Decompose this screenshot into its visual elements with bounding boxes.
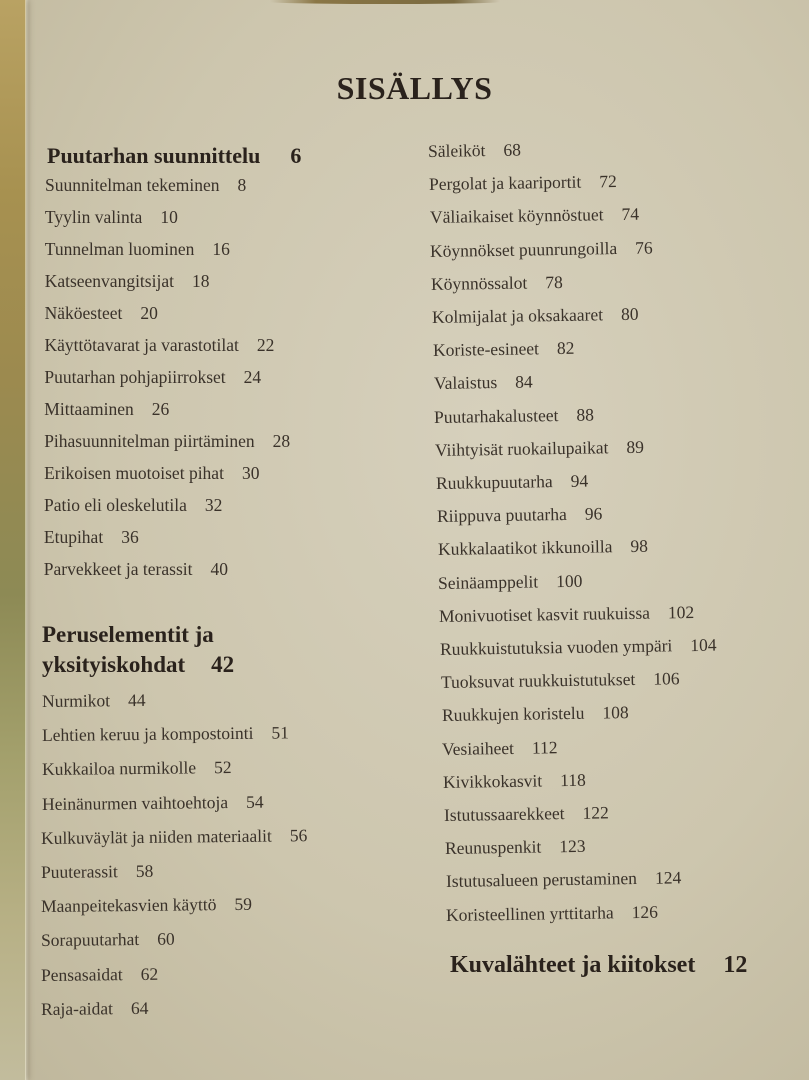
- toc-entry-label: Istutusalueen perustaminen: [445, 868, 637, 892]
- toc-entry-label: Puutarhan pohjapiirrokset: [44, 367, 226, 387]
- toc-entry-label: Viihtyisät ruokailupaikat: [435, 437, 609, 460]
- toc-entry-label: Parvekkeet ja terassit: [43, 559, 193, 579]
- toc-entry-page: 68: [503, 139, 522, 160]
- toc-entry: [45, 334, 275, 356]
- toc-entry: [45, 174, 246, 196]
- toc-entry: [41, 860, 154, 883]
- toc-entry-page: 124: [654, 867, 681, 889]
- toc-entry: [433, 337, 575, 361]
- toc-entry-page: 123: [558, 835, 586, 857]
- toc-entry-label: Riippuva puutarha: [436, 504, 567, 527]
- toc-entry-label: Raja-aidat: [40, 998, 113, 1019]
- toc-entry: [434, 403, 594, 428]
- toc-entry: [444, 801, 609, 826]
- toc-entry-label: Seinäamppelit: [438, 571, 539, 593]
- toc-entry-label: Ruukkuistutuksia vuoden ympäri: [439, 635, 673, 659]
- toc-entry-page: 112: [532, 736, 559, 758]
- toc-entry: [442, 736, 558, 760]
- toc-entry: [44, 462, 259, 484]
- toc-entry-page: 78: [545, 271, 564, 293]
- toc-entry-label: Etupihat: [43, 527, 104, 547]
- toc-entry: [41, 997, 149, 1020]
- toc-entry-page: 52: [213, 757, 232, 778]
- toc-entry-label: Ruukkupuutarha: [435, 471, 553, 493]
- toc-entry: [431, 271, 563, 295]
- toc-entry-label: Tunnelman luominen: [44, 239, 195, 259]
- toc-entry-page: 22: [256, 335, 275, 355]
- toc-entry-label: Pergolat ja kaariportit: [428, 171, 582, 195]
- toc-entry-label: Ruukkujen koristelu: [441, 703, 585, 726]
- toc-entry: [433, 371, 532, 395]
- toc-entry-label: Köynnökset puunrungoilla: [430, 237, 618, 261]
- toc-entry-page: 36: [121, 527, 139, 547]
- toc-entry-page: 18: [191, 271, 210, 291]
- toc-entry: [446, 900, 658, 925]
- toc-entry-label: Kolmijalat ja oksakaaret: [431, 304, 604, 327]
- toc-entry-page: 28: [272, 431, 291, 451]
- toc-entry-page: 108: [601, 702, 629, 723]
- toc-entry-page: 104: [690, 634, 717, 656]
- toc-entry-label: Puuterassit: [41, 861, 119, 882]
- toc-entry: [441, 667, 680, 693]
- toc-entry: [45, 270, 210, 292]
- toc-entry: [44, 430, 290, 452]
- toc-entry-page: 94: [570, 470, 589, 491]
- toc-entry-label: Mittaaminen: [44, 399, 134, 419]
- toc-entry-label: Erikoisen muotoiset pihat: [44, 463, 224, 483]
- toc-entry: [430, 236, 653, 261]
- toc-entry: [45, 302, 158, 324]
- toc-entry-label: Heinänurmen vaihtoehtoja: [41, 791, 228, 814]
- toc-entry-page: 24: [243, 367, 262, 387]
- toc-entry-label: Tuoksuvat ruukkuistutukset: [440, 669, 636, 693]
- toc-entry-label: Näköesteet: [44, 303, 123, 323]
- toc-entry-label: Puutarhakalusteet: [434, 404, 559, 427]
- toc-entry-page: 54: [245, 791, 264, 812]
- toc-entry: [41, 893, 252, 917]
- toc-entry: [428, 139, 521, 162]
- toc-entry: [41, 962, 158, 985]
- toc-entry-page: 56: [290, 825, 308, 846]
- toc-entry-page: 30: [241, 463, 260, 483]
- section-heading-kuvalahteet: [450, 952, 747, 979]
- toc-entry: [440, 634, 717, 660]
- toc-entry-label: Säleiköt: [427, 140, 486, 161]
- toc-entry-label: Sorapuutarhat: [40, 929, 140, 951]
- toc-entry-label: Kivikkokasvit: [443, 770, 543, 792]
- section-heading-page: 12: [723, 952, 748, 978]
- toc-entry-page: 84: [514, 371, 533, 393]
- toc-entry-label: Koristeellinen yrttitarha: [446, 901, 615, 925]
- toc-entry-label: Tyylin valinta: [44, 207, 143, 227]
- facing-page-photo-edge: [0, 0, 26, 1080]
- toc-entry-label: Köynnössalot: [431, 272, 528, 294]
- toc-entry-label: Koriste-esineet: [432, 338, 539, 361]
- toc-entry-page: 72: [598, 171, 617, 192]
- toc-entry: [445, 867, 681, 893]
- toc-entry: [44, 366, 261, 388]
- toc-entry-page: 64: [130, 997, 149, 1018]
- toc-entry-page: 89: [626, 436, 645, 457]
- toc-entry-label: Monivuotiset kasvit ruukuissa: [439, 602, 651, 626]
- toc-entry-page: 26: [151, 399, 170, 419]
- toc-entry: [41, 824, 308, 849]
- toc-entry: [429, 170, 617, 195]
- toc-entry: [44, 526, 139, 548]
- toc-entry-label: Patio eli oleskelutila: [44, 495, 187, 515]
- toc-entry: [42, 756, 232, 780]
- toc-entry-page: 100: [556, 570, 583, 591]
- toc-entry: [42, 722, 289, 747]
- toc-entry-page: 16: [212, 239, 230, 259]
- toc-entry: [44, 558, 228, 580]
- toc-entry: [41, 790, 263, 814]
- page-title: SISÄLLYS: [336, 70, 493, 106]
- toc-entry-label: Suunnitelman tekeminen: [45, 175, 220, 195]
- toc-entry-label: Käyttötavarat ja varastotilat: [44, 335, 239, 355]
- toc-entry-label: Katseenvangitsijat: [44, 271, 174, 291]
- toc-entry-page: 8: [237, 175, 247, 195]
- toc-entry-label: Pensasaidat: [40, 963, 123, 985]
- toc-entry-label: Nurmikot: [41, 690, 111, 711]
- toc-entry-page: 59: [234, 893, 253, 915]
- section-heading-label: Puutarhan suunnittelu: [47, 143, 261, 168]
- section-heading-page: 42: [211, 652, 235, 677]
- toc-entry-page: 10: [160, 207, 178, 227]
- top-photo-edge: [270, 0, 500, 4]
- toc-entry: [445, 835, 586, 859]
- toc-entry-page: 96: [584, 503, 603, 524]
- toc-entry-page: 118: [560, 769, 587, 790]
- toc-entry: [45, 238, 230, 260]
- toc-entry-page: 51: [271, 722, 289, 743]
- toc-entry: [437, 503, 603, 528]
- toc-entry-label: Väliaikaiset köynnöstuet: [429, 204, 604, 228]
- toc-entry-page: 98: [629, 536, 648, 557]
- toc-entry: [443, 769, 586, 793]
- toc-entry-label: Kukkailoa nurmikolle: [41, 757, 196, 780]
- toc-entry-page: 44: [127, 689, 146, 711]
- toc-entry-page: 82: [556, 337, 575, 359]
- toc-entry-page: 58: [135, 860, 154, 882]
- toc-entry-label: Istutussaarekkeet: [443, 803, 565, 825]
- toc-entry: [441, 701, 628, 726]
- toc-entry-label: Kukkalaatikot ikkunoilla: [437, 536, 613, 560]
- toc-entry-page: 88: [576, 404, 595, 425]
- section-heading-page: 6: [290, 143, 302, 168]
- toc-entry-page: 122: [582, 802, 609, 823]
- toc-entry: [435, 436, 644, 461]
- toc-entry: [437, 535, 647, 560]
- toc-entry-label: Lehtien keruu ja kompostointi: [41, 722, 254, 746]
- toc-entry-page: 102: [667, 601, 695, 623]
- section-heading-puutarhan-suunnittelu: [47, 142, 301, 170]
- toc-entry: [436, 470, 588, 494]
- toc-entry-page: 80: [620, 303, 639, 325]
- toc-entry-page: 62: [140, 963, 159, 984]
- toc-entry-label: Reunuspenkit: [444, 836, 542, 859]
- toc-entry: [44, 494, 222, 516]
- toc-entry-label: Pihasuunnitelman piirtäminen: [44, 431, 255, 451]
- section-heading-label: Kuvalähteet ja kiitokset: [450, 952, 696, 978]
- toc-entry: [432, 303, 639, 328]
- section-heading-line2: yksityiskohdat: [42, 652, 186, 677]
- toc-entry-label: Kulkuväylät ja niiden materiaalit: [41, 825, 273, 848]
- section-heading-peruselementit: [42, 620, 234, 680]
- toc-entry: [41, 928, 175, 951]
- toc-entry-label: Vesiaiheet: [442, 737, 515, 759]
- toc-entry-page: 76: [635, 237, 654, 258]
- toc-entry: [429, 203, 638, 228]
- toc-entry-page: 32: [204, 495, 223, 515]
- toc-entry-page: 20: [140, 303, 158, 323]
- toc-entry-label: Valaistus: [433, 372, 497, 394]
- toc-entry: [42, 689, 146, 712]
- toc-entry-page: 106: [652, 668, 680, 689]
- toc-entry: [44, 398, 169, 420]
- toc-entry: [439, 601, 695, 627]
- toc-entry: [45, 206, 178, 228]
- toc-entry-label: Maanpeitekasvien käyttö: [41, 894, 217, 917]
- toc-entry-page: 40: [210, 559, 228, 579]
- section-heading-line1: Peruselementit ja: [42, 622, 214, 647]
- toc-entry-page: 60: [157, 928, 175, 950]
- toc-entry-page: 74: [620, 204, 639, 225]
- toc-entry: [438, 569, 583, 593]
- toc-entry-page: 126: [631, 901, 659, 922]
